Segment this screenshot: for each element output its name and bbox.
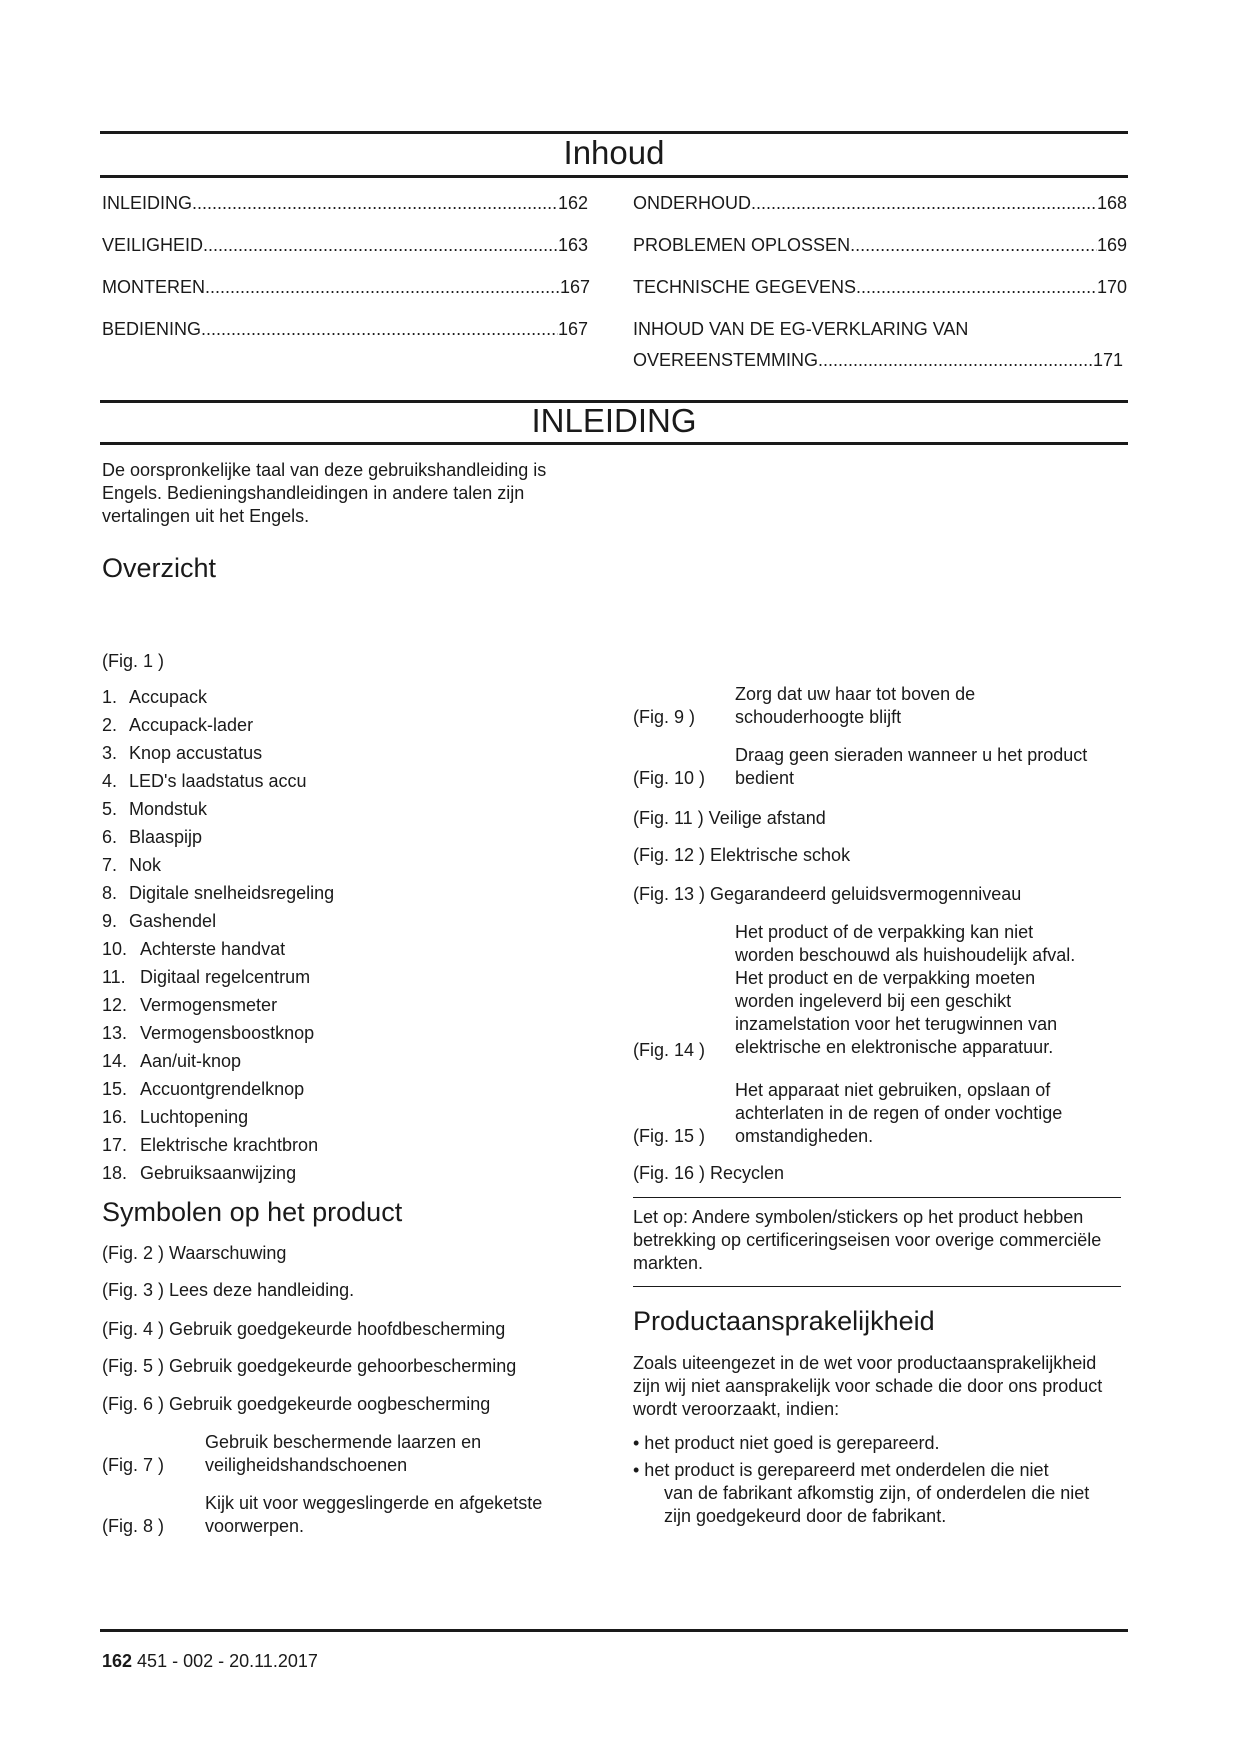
overview-item-number: 9. xyxy=(102,911,118,931)
overview-item-label: Vermogensmeter xyxy=(140,995,278,1015)
overview-heading: Overzicht xyxy=(102,553,217,583)
symbol-fig3: (Fig. 3 ) Lees deze handleiding. xyxy=(102,1280,355,1300)
symbol-fig8-label: (Fig. 8 ) xyxy=(102,1516,165,1536)
overview-item-number: 3. xyxy=(102,743,118,763)
overview-item-label: Digitale snelheidsregeling xyxy=(129,883,335,903)
symbol-fig4: (Fig. 4 ) Gebruik goedgekeurde hoofdbescherming xyxy=(102,1319,506,1339)
overview-item-number: 13. xyxy=(102,1023,128,1043)
overview-item-label: Accupack-lader xyxy=(129,715,254,735)
overview-fig-ref: (Fig. 1 ) xyxy=(102,651,165,671)
intro-text: De oorspronkelijke taal van deze gebruikshandleiding is Engels. Bedieningshandleidingen in andere talen zijn vertalingen uit het Engels. xyxy=(102,460,547,526)
intro-title: INLEIDING xyxy=(531,402,697,439)
overview-item-number: 10. xyxy=(102,939,128,959)
overview-item-label: Accuontgrendelknop xyxy=(140,1079,305,1099)
overview-item xyxy=(102,1162,582,1190)
overview-item xyxy=(102,938,582,966)
toc-entry-eg[interactable]: OVEREENSTEMMING ..... 171 xyxy=(633,349,1123,371)
symbol-fig10-text: Draag geen sieraden wanneer u het product bedient xyxy=(735,745,1088,788)
overview-item-number: 16. xyxy=(102,1107,128,1127)
overview-item xyxy=(102,854,582,882)
overview-item xyxy=(102,966,582,994)
toc-entry-veiligheid[interactable]: VEILIGHEID ..... 163 xyxy=(102,234,588,256)
footer-rule xyxy=(100,1629,1128,1632)
overview-item xyxy=(102,826,582,854)
overview-item-label: Achterste handvat xyxy=(140,939,286,959)
symbol-fig14-label: (Fig. 14 ) xyxy=(633,1040,706,1060)
note-label: Let op: xyxy=(633,1207,689,1227)
note-top-rule xyxy=(633,1197,1121,1198)
footer-page-number: 162 xyxy=(102,1651,133,1671)
liability-bullet-1: • het product niet goed is gerepareerd. xyxy=(633,1433,940,1453)
symbol-fig8-text: Kijk uit voor weggeslingerde en afgeketste voorwerpen. xyxy=(205,1493,543,1536)
overview-item-label: Knop accustatus xyxy=(129,743,263,763)
toc-title: Inhoud xyxy=(563,134,665,171)
overview-item-number: 12. xyxy=(102,995,128,1015)
symbol-fig12: (Fig. 12 ) Elektrische schok xyxy=(633,845,851,865)
symbol-fig6: (Fig. 6 ) Gebruik goedgekeurde oogbescherming xyxy=(102,1394,491,1414)
overview-item-number: 1. xyxy=(102,687,118,707)
overview-item xyxy=(102,910,582,938)
symbol-fig13: (Fig. 13 ) Gegarandeerd geluidsvermogenniveau xyxy=(633,884,1022,904)
overview-item-number: 6. xyxy=(102,827,118,847)
toc-entry-problemen[interactable]: PROBLEMEN OPLOSSEN ..... 169 xyxy=(633,234,1127,256)
overview-item-label: Elektrische krachtbron xyxy=(140,1135,319,1155)
overview-item-number: 11. xyxy=(102,967,126,987)
overview-item xyxy=(102,1106,582,1134)
note-text xyxy=(633,1206,1128,1275)
symbol-fig2: (Fig. 2 ) Waarschuwing xyxy=(102,1243,287,1263)
note-bottom-rule xyxy=(633,1286,1121,1287)
toc-entry-technische[interactable]: TECHNISCHE GEGEVENS ..... 170 xyxy=(633,276,1127,298)
overview-item xyxy=(102,994,582,1022)
overview-item xyxy=(102,1078,582,1106)
footer-doc-code: 451 - 002 - 20.11.2017 xyxy=(132,1651,318,1671)
overview-item xyxy=(102,686,582,714)
toc-bottom-rule xyxy=(100,175,1128,178)
overview-item-number: 18. xyxy=(102,1163,128,1183)
overview-item-label: Blaaspijp xyxy=(129,827,203,847)
overview-item xyxy=(102,882,582,910)
overview-list xyxy=(102,686,582,1190)
intro-bottom-rule xyxy=(100,442,1128,445)
symbols-heading: Symbolen op het product xyxy=(102,1197,403,1227)
toc-entry-bediening[interactable]: BEDIENING ..... 167 xyxy=(102,318,588,340)
overview-item xyxy=(102,1050,582,1078)
symbol-fig11: (Fig. 11 ) Veilige afstand xyxy=(633,808,826,828)
footer-text xyxy=(102,1650,318,1673)
symbol-fig9-text: Zorg dat uw haar tot boven de schouderhoogte blijft xyxy=(735,684,976,727)
overview-item-label: Gashendel xyxy=(129,911,217,931)
overview-item-label: Luchtopening xyxy=(140,1107,249,1127)
overview-item xyxy=(102,714,582,742)
toc-entry-onderhoud[interactable]: ONDERHOUD ..... 168 xyxy=(633,192,1127,214)
symbol-fig15-text: Het apparaat niet gebruiken, opslaan of achterlaten in de regen of onder vochtige omstandigheden. xyxy=(735,1080,1063,1146)
overview-item-label: Accupack xyxy=(129,687,208,707)
overview-item xyxy=(102,770,582,798)
overview-item-label: Mondstuk xyxy=(129,799,208,819)
note-body: Andere symbolen/stickers op het product hebben betrekking op certificeringseisen voor overige commerciële markten. xyxy=(633,1207,1102,1273)
overview-item xyxy=(102,1022,582,1050)
symbol-fig10-label: (Fig. 10 ) xyxy=(633,768,706,788)
symbol-fig7-text: Gebruik beschermende laarzen en veiligheidshandschoenen xyxy=(205,1432,482,1475)
symbol-fig7-label: (Fig. 7 ) xyxy=(102,1455,165,1475)
toc-entry-eg-line1: INHOUD VAN DE EG-VERKLARING VAN xyxy=(633,319,969,339)
overview-item-number: 17. xyxy=(102,1135,128,1155)
overview-item-number: 4. xyxy=(102,771,118,791)
overview-item-number: 14. xyxy=(102,1051,128,1071)
toc-entry-inleiding[interactable]: INLEIDING ..... 162 xyxy=(102,192,588,214)
overview-item-number: 5. xyxy=(102,799,118,819)
overview-item-number: 7. xyxy=(102,855,118,875)
overview-item-label: Vermogensboostknop xyxy=(140,1023,315,1043)
overview-item xyxy=(102,1134,582,1162)
symbol-fig9-label: (Fig. 9 ) xyxy=(633,707,696,727)
symbol-fig15-label: (Fig. 15 ) xyxy=(633,1126,706,1146)
symbol-fig16: (Fig. 16 ) Recyclen xyxy=(633,1163,785,1183)
overview-item-label: Aan/uit-knop xyxy=(140,1051,242,1071)
toc-entry-monteren[interactable]: MONTEREN ..... 167 xyxy=(102,276,590,298)
overview-item-number: 15. xyxy=(102,1079,128,1099)
overview-item-label: Digitaal regelcentrum xyxy=(140,967,311,987)
overview-item-label: Gebruiksaanwijzing xyxy=(140,1163,297,1183)
overview-item xyxy=(102,742,582,770)
overview-item-number: 2. xyxy=(102,715,118,735)
overview-item xyxy=(102,798,582,826)
symbol-fig14-text: Het product of de verpakking kan niet worden beschouwd als huishoudelijk afval. Het product en de verpakking moeten worden ingeleverd bij een geschikt inzamelstation voor het terugwinnen van elektrische en elektronische apparatuur. xyxy=(735,922,1076,1057)
overview-item-label: Nok xyxy=(129,855,162,875)
liability-bullet-2-cont: van de fabrikant afkomstig zijn, of onderdelen die niet zijn goedgekeurd door de fabrikant. xyxy=(664,1483,1090,1526)
symbol-fig5: (Fig. 5 ) Gebruik goedgekeurde gehoorbescherming xyxy=(102,1356,517,1376)
liability-heading: Productaansprakelijkheid xyxy=(633,1306,935,1336)
overview-item-number: 8. xyxy=(102,883,118,903)
liability-intro: Zoals uiteengezet in de wet voor productaansprakelijkheid zijn wij niet aansprakelijk voor schade die door ons product wordt veroorzaakt, indien: xyxy=(633,1353,1103,1419)
liability-bullet-2: • het product is gerepareerd met onderdelen die niet xyxy=(633,1460,1049,1480)
overview-item-label: LED's laadstatus accu xyxy=(129,771,307,791)
